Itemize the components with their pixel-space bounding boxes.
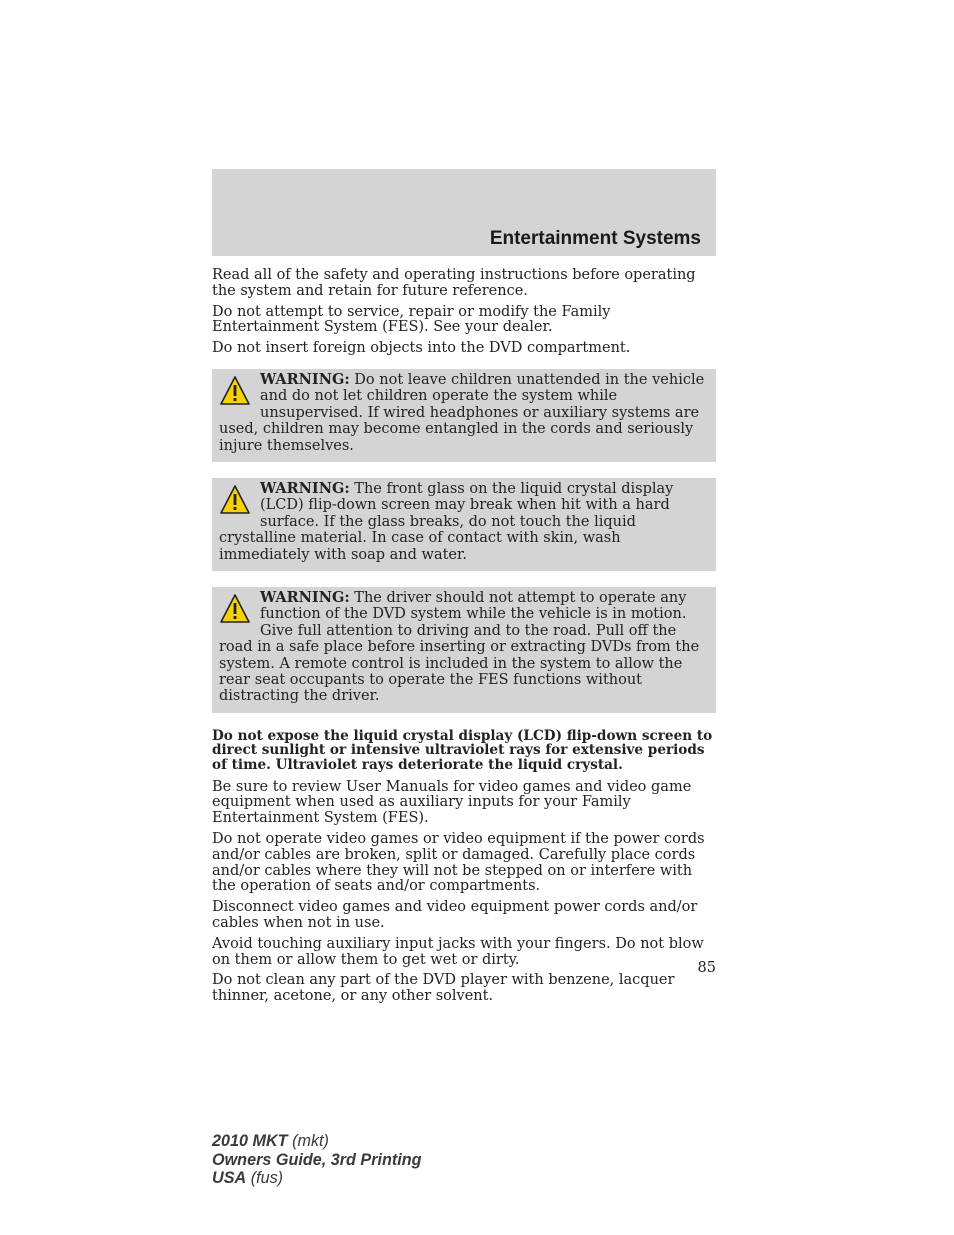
footer-line-edition	[212, 1151, 422, 1170]
warning-text: The front glass on the liquid crystal display (LCD) flip-down screen may break when hit with a hard surface. If the glass breaks, do not touch the liquid crystalline material. In case of contact with skin, wash immediately with soap and water.	[219, 481, 674, 563]
intro-paragraph-2: Do not attempt to service, repair or modify the Family Entertainment System (FES). See your dealer.	[212, 303, 611, 336]
warning-label: WARNING:	[260, 589, 350, 607]
page-number: 85	[697, 960, 716, 976]
section-header-band	[212, 169, 716, 256]
footer-market-code: (fus)	[250, 1169, 284, 1187]
footer-edition: Owners Guide, 3rd Printing	[212, 1150, 422, 1169]
bold-notice: Do not expose the liquid crystal display (LCD) flip-down screen to direct sunlight or intensive ultraviolet rays for extensive periods of time. Ultraviolet rays deteriorate the liquid crystal.	[212, 727, 713, 774]
warning-triangle-icon	[219, 484, 251, 516]
body-paragraph-3: Disconnect video games and video equipment power cords and/or cables when not in use.	[212, 899, 698, 932]
warning-box-3	[212, 587, 716, 713]
warning-triangle-icon	[219, 593, 251, 625]
warning-text: Do not leave children unattended in the vehicle and do not let children operate the system while unsupervised. If wired headphones or auxiliary systems are used, children may become entangled in the cords and seriously injure themselves.	[219, 371, 705, 454]
body-paragraph-2: Do not operate video games or video equipment if the power cords and/or cables are broken, split or damaged. Carefully place cords and/or cables where they will not be stepped on or interfere with the operation of seats and/or compartments.	[212, 831, 705, 895]
warning-label: WARNING:	[260, 370, 350, 388]
footer-line-market	[212, 1169, 422, 1188]
intro-paragraph-3: Do not insert foreign objects into the DVD compartment.	[212, 340, 631, 357]
footer-line-model	[212, 1132, 422, 1151]
body-paragraph-5: Do not clean any part of the DVD player with benzene, lacquer thinner, acetone, or any other solvent.	[212, 972, 675, 1005]
body-paragraph-1: Be sure to review User Manuals for video games and video game equipment when used as auxiliary inputs for your Family Entertainment System (FES).	[212, 778, 692, 827]
footer-model-code: (mkt)	[292, 1132, 329, 1150]
intro-paragraph-1: Read all of the safety and operating instructions before operating the system and retain for future reference.	[212, 267, 696, 299]
section-title: Entertainment Systems	[489, 228, 701, 249]
warning-triangle-icon	[219, 375, 251, 407]
warning-box-1	[212, 369, 716, 462]
document-footer	[212, 1132, 422, 1188]
warning-box-2	[212, 478, 716, 571]
warning-label: WARNING:	[260, 480, 350, 498]
footer-model: 2010 MKT	[212, 1132, 288, 1150]
body-paragraph-4: Avoid touching auxiliary input jacks with your fingers. Do not blow on them or allow them to get wet or dirty.	[212, 935, 704, 968]
page-content	[212, 268, 716, 1010]
warning-text: The driver should not attempt to operate any function of the DVD system while the vehicle is in motion. Give full attention to driving and to the road. Pull off the road in a safe place before inserting or extracting DVDs from the system. A remote control is included in the system to allow the rear seat occupants to operate the FES functions without distracting the driver.	[219, 590, 700, 705]
footer-market: USA	[212, 1169, 247, 1187]
